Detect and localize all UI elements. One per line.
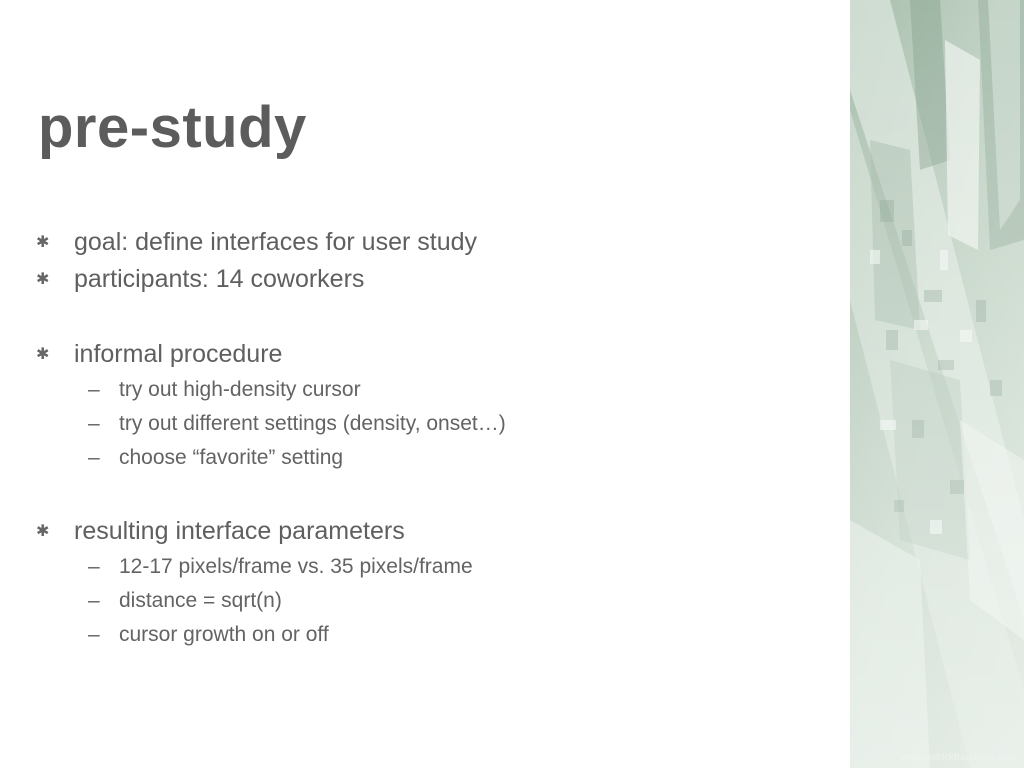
bullet-text: informal procedure [74, 340, 283, 368]
dash-bullet-icon: – [88, 412, 100, 435]
asterisk-bullet-icon: ✱ [36, 346, 50, 363]
sub-bullet-text: try out high-density cursor [119, 378, 361, 401]
asterisk-bullet-icon: ✱ [36, 271, 50, 288]
sub-bullet-text: distance = sqrt(n) [119, 589, 282, 612]
slide-title: pre-study [38, 95, 307, 160]
bullet-resulting-parameters [36, 513, 826, 550]
slide-content [36, 224, 826, 652]
sub-bullet [36, 407, 826, 441]
faded-photo-image [850, 0, 1024, 768]
dash-bullet-icon: – [88, 555, 100, 578]
sub-bullet [36, 550, 826, 584]
sub-bullet [36, 373, 826, 407]
sub-bullet [36, 584, 826, 618]
sub-bullet [36, 618, 826, 652]
spacer [36, 475, 826, 513]
sub-bullet [36, 441, 826, 475]
sub-bullet-text: cursor growth on or off [119, 623, 329, 646]
dash-bullet-icon: – [88, 623, 100, 646]
bullet-text: resulting interface parameters [74, 517, 405, 545]
sub-bullet-text: choose “favorite” setting [119, 446, 344, 469]
dash-bullet-icon: – [88, 446, 100, 469]
sub-bullet-text: 12-17 pixels/frame vs. 35 pixels/frame [119, 555, 473, 578]
dash-bullet-icon: – [88, 378, 100, 401]
asterisk-bullet-icon: ✱ [36, 234, 50, 251]
watermark-text: www.patrickbaudisch.com [900, 752, 1016, 763]
bullet-text: goal: define interfaces for user study [74, 228, 478, 256]
bullet-text: participants: 14 coworkers [74, 265, 365, 293]
bullet-goal [36, 224, 826, 261]
asterisk-bullet-icon: ✱ [36, 523, 50, 540]
bullet-participants [36, 261, 826, 298]
decorative-photo-strip [850, 0, 1024, 768]
dash-bullet-icon: – [88, 589, 100, 612]
sub-bullet-text: try out different settings (density, onset…) [119, 412, 506, 435]
spacer [36, 298, 826, 336]
bullet-informal-procedure [36, 336, 826, 373]
